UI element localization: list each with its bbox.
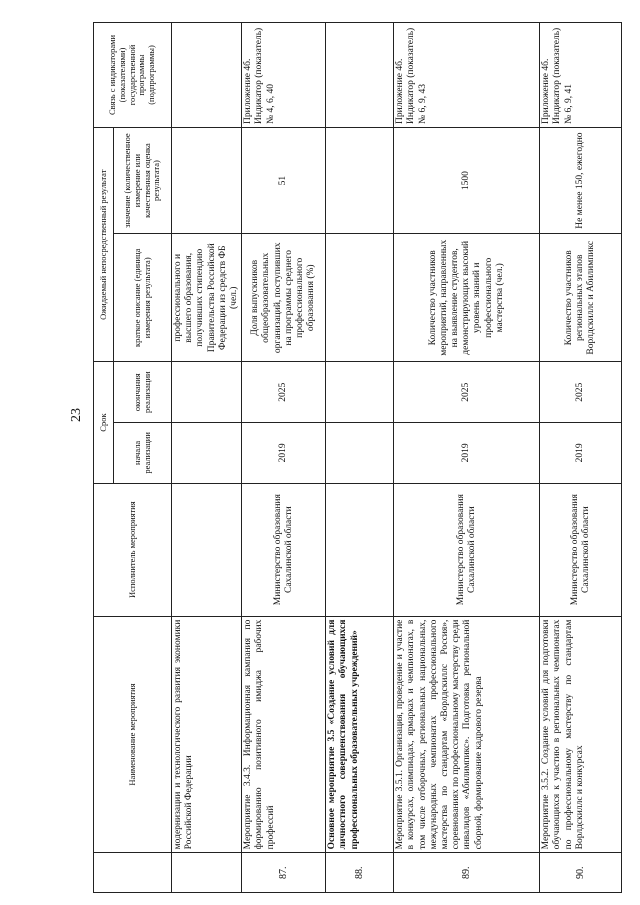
row-link: Приложение 4б. Индикатор (показатель) № 4, 6, 40 — [242, 23, 326, 128]
row-link: Приложение 4б. Индикатор (показатель) № 6, 9, 43 — [394, 23, 540, 128]
row-num — [172, 853, 242, 893]
header-row-1 — [94, 23, 114, 893]
row-end: 2025 — [242, 362, 326, 423]
row-num: 90. — [540, 853, 622, 893]
header-start: начала реализации — [114, 423, 172, 484]
row-name: Основное мероприятие 3.5 «Создание условий для личностного совершенствования обучающихся профессиональных образовательных учреждений» — [326, 616, 394, 853]
row-executor: Министерство образования Сахалинской области — [394, 483, 540, 616]
row-link — [172, 23, 242, 128]
row-end: 2025 — [394, 362, 540, 423]
row-desc: профессионального и высшего образования, получивших стипендию Правительства Российской Федерации из средств ФБ (чел.) — [172, 234, 242, 362]
row-value — [172, 128, 242, 234]
row-end — [172, 362, 242, 423]
header-link: Связь с индикаторами (показателями) государственной программы (подпрограммы) — [94, 23, 172, 128]
row-link — [326, 23, 394, 128]
table-row — [394, 23, 540, 893]
row-executor: Министерство образования Сахалинской области — [540, 483, 622, 616]
row-num: 87. — [242, 853, 326, 893]
row-start — [326, 423, 394, 484]
table-row — [326, 23, 394, 893]
row-start: 2019 — [540, 423, 622, 484]
row-name: Мероприятие 3.5.2. Создание условий для подготовки обучающихся к участию в региональных чемпионатах по профессиональному мастерству по стандартам Ворлдскиллс и конкурсах — [540, 616, 622, 853]
row-num: 89. — [394, 853, 540, 893]
row-desc — [326, 234, 394, 362]
row-name: модернизации и технологического развития экономики Российской Федерации — [172, 616, 242, 853]
header-executor: Исполнитель мероприятия — [94, 483, 172, 616]
row-desc: Доля выпускников общеобразовательных организаций, поступивших на программы среднего профессионального образования (%) — [242, 234, 326, 362]
row-value — [326, 128, 394, 234]
table-row — [540, 23, 622, 893]
row-start: 2019 — [394, 423, 540, 484]
row-executor: Министерство образования Сахалинской области — [242, 483, 326, 616]
row-desc: Количество участников региональных этапов Ворлдскиллс и Абилимпикс — [540, 234, 622, 362]
activities-table — [93, 22, 622, 893]
rotated-table-sheet — [93, 22, 621, 893]
row-executor — [326, 483, 394, 616]
row-end: 2025 — [540, 362, 622, 423]
page-number: 23 — [69, 408, 84, 422]
header-value: значение (количественное измерение или качественная оценка результата) — [114, 128, 172, 234]
table-row — [242, 23, 326, 893]
row-end — [326, 362, 394, 423]
row-name: Мероприятие 3.5.1. Организация, проведение и участие в конкурсах, олимпиадах, ярмарках и чемпионатах, в том числе отборочных, региональных национальных, международных чемпионатах профессионального мастерства по стандартам «Ворлдскиллс Россия», соревнованиях по профессиональному мастерству среди инвалидов «Абилимпикс». Подготовка региональной сборной, формирование кадрового резерва — [394, 616, 540, 853]
header-name: Наименование мероприятия — [94, 616, 172, 853]
header-term: Срок — [94, 362, 114, 483]
row-desc: Количество участников мероприятий, направленных на выявление студентов, демонстрирующих высокий уровень знаний и профессионального мастерства (чел.) — [394, 234, 540, 362]
row-name: Мероприятие 3.4.3. Информационная кампания по формированию позитивного имиджа рабочих профессий — [242, 616, 326, 853]
row-value: Не менее 150, ежегодно — [540, 128, 622, 234]
row-num: 88. — [326, 853, 394, 893]
row-executor — [172, 483, 242, 616]
table-row — [172, 23, 242, 893]
row-link: Приложение 4б. Индикатор (показатель) № 6, 9, 41 — [540, 23, 622, 128]
row-value: 51 — [242, 128, 326, 234]
row-start — [172, 423, 242, 484]
header-result: Ожидаемый непосредственный результат — [94, 128, 114, 362]
header-end: окончания реализации — [114, 362, 172, 423]
row-value: 1500 — [394, 128, 540, 234]
row-start: 2019 — [242, 423, 326, 484]
header-num — [94, 853, 172, 893]
header-short: краткое описание (единица измерения результата) — [114, 234, 172, 362]
